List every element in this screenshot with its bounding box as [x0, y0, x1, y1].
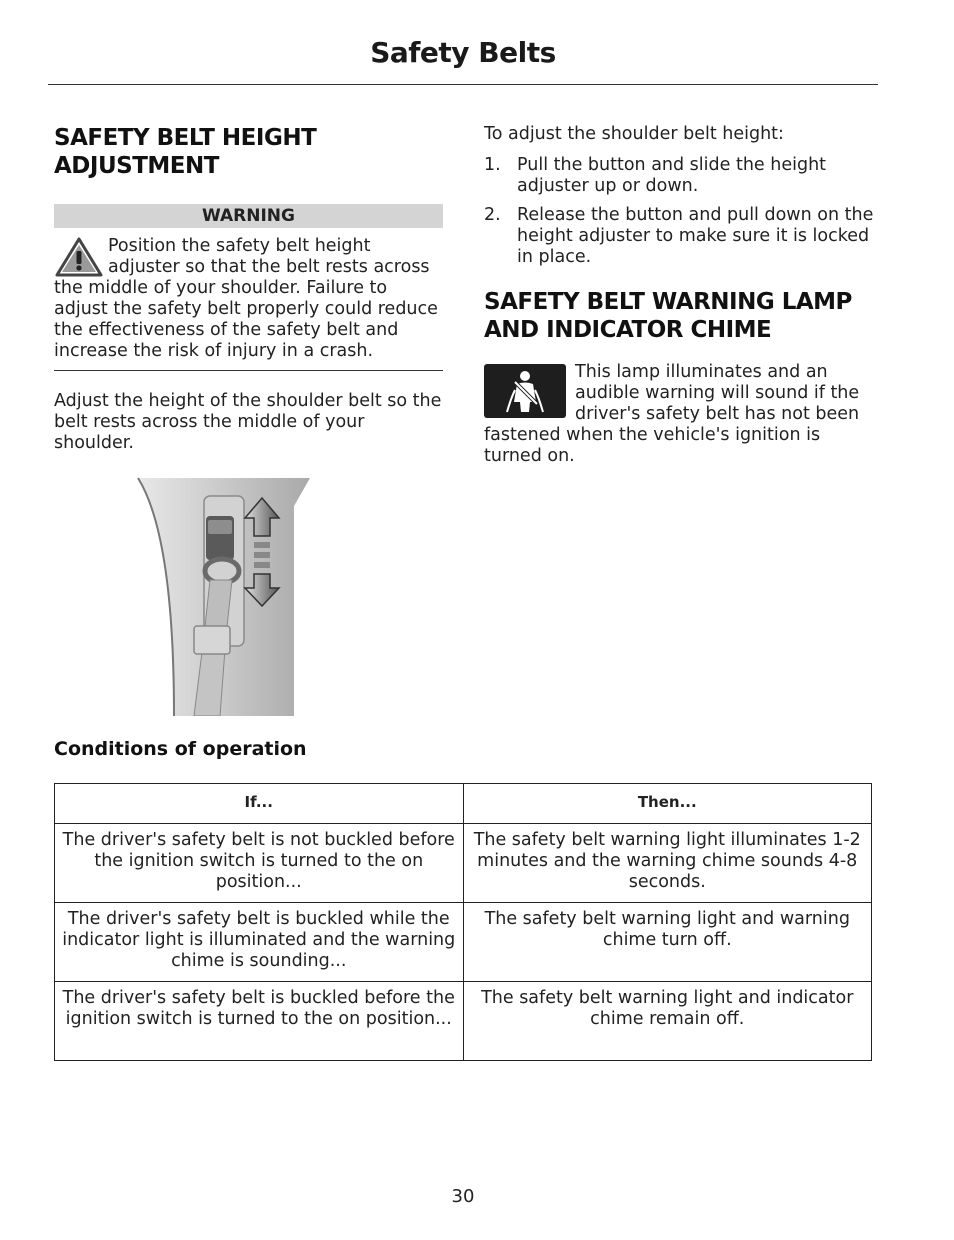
- table-cell: The safety belt warning light illuminates 1-2 minutes and the warning chime sounds 4-8 seconds.: [463, 824, 872, 903]
- page-number: 30: [451, 1186, 475, 1207]
- list-item: [484, 205, 874, 268]
- step-text: Pull the button and slide the height adjuster up or down.: [517, 155, 827, 196]
- height-adjustment-heading: SAFETY BELT HEIGHT ADJUSTMENT: [54, 125, 317, 179]
- seatbelt-icon: [484, 364, 566, 418]
- table-header-row: [55, 784, 872, 824]
- page-title: Safety Belts: [370, 36, 556, 69]
- column-header-if: If...: [55, 784, 464, 824]
- warning-box: [54, 236, 443, 371]
- list-item: [484, 155, 874, 197]
- belt-adjuster-illustration: [134, 476, 314, 716]
- height-adjustment-body: Adjust the height of the shoulder belt so the belt rests across the middle of your shoulder.: [54, 391, 442, 453]
- table-row: [55, 824, 872, 903]
- step-number: 1.: [484, 155, 501, 175]
- adjust-intro: To adjust the shoulder belt height:: [484, 124, 784, 144]
- table-cell: The driver's safety belt is not buckled before the ignition switch is turned to the on position...: [55, 824, 464, 903]
- adjust-steps: [484, 155, 874, 268]
- warning-lamp-heading: SAFETY BELT WARNING LAMP AND INDICATOR CHIME: [484, 289, 852, 343]
- table-row: [55, 903, 872, 982]
- warning-triangle-icon: [54, 236, 104, 278]
- conditions-table: [54, 783, 872, 1061]
- warning-label: WARNING: [54, 204, 443, 228]
- step-text: Release the button and pull down on the height adjuster to make sure it is locked in place.: [517, 205, 874, 267]
- lamp-description: [484, 362, 874, 467]
- right-column: [484, 124, 874, 467]
- table-cell: The driver's safety belt is buckled before the ignition switch is turned to the on position...: [55, 982, 464, 1061]
- lamp-text: This lamp illuminates and an audible warning will sound if the driver's safety belt has not been fastened when the vehicle's ignition is turned on.: [484, 362, 860, 466]
- table-cell: The safety belt warning light and warning chime turn off.: [463, 903, 872, 982]
- table-row: [55, 982, 872, 1061]
- left-column: [54, 124, 443, 720]
- conditions-heading: Conditions of operation: [54, 738, 307, 760]
- column-header-then: Then...: [463, 784, 872, 824]
- step-number: 2.: [484, 205, 501, 225]
- table-cell: The safety belt warning light and indicator chime remain off.: [463, 982, 872, 1061]
- title-divider: [48, 84, 878, 85]
- warning-text: Position the safety belt height adjuster so that the belt rests across the middle of your shoulder. Failure to adjust the safety belt properly could reduce the effectiveness of the safety belt and increase the risk of injury in a crash.: [54, 236, 438, 361]
- table-cell: The driver's safety belt is buckled while the indicator light is illuminated and the warning chime is sounding...: [55, 903, 464, 982]
